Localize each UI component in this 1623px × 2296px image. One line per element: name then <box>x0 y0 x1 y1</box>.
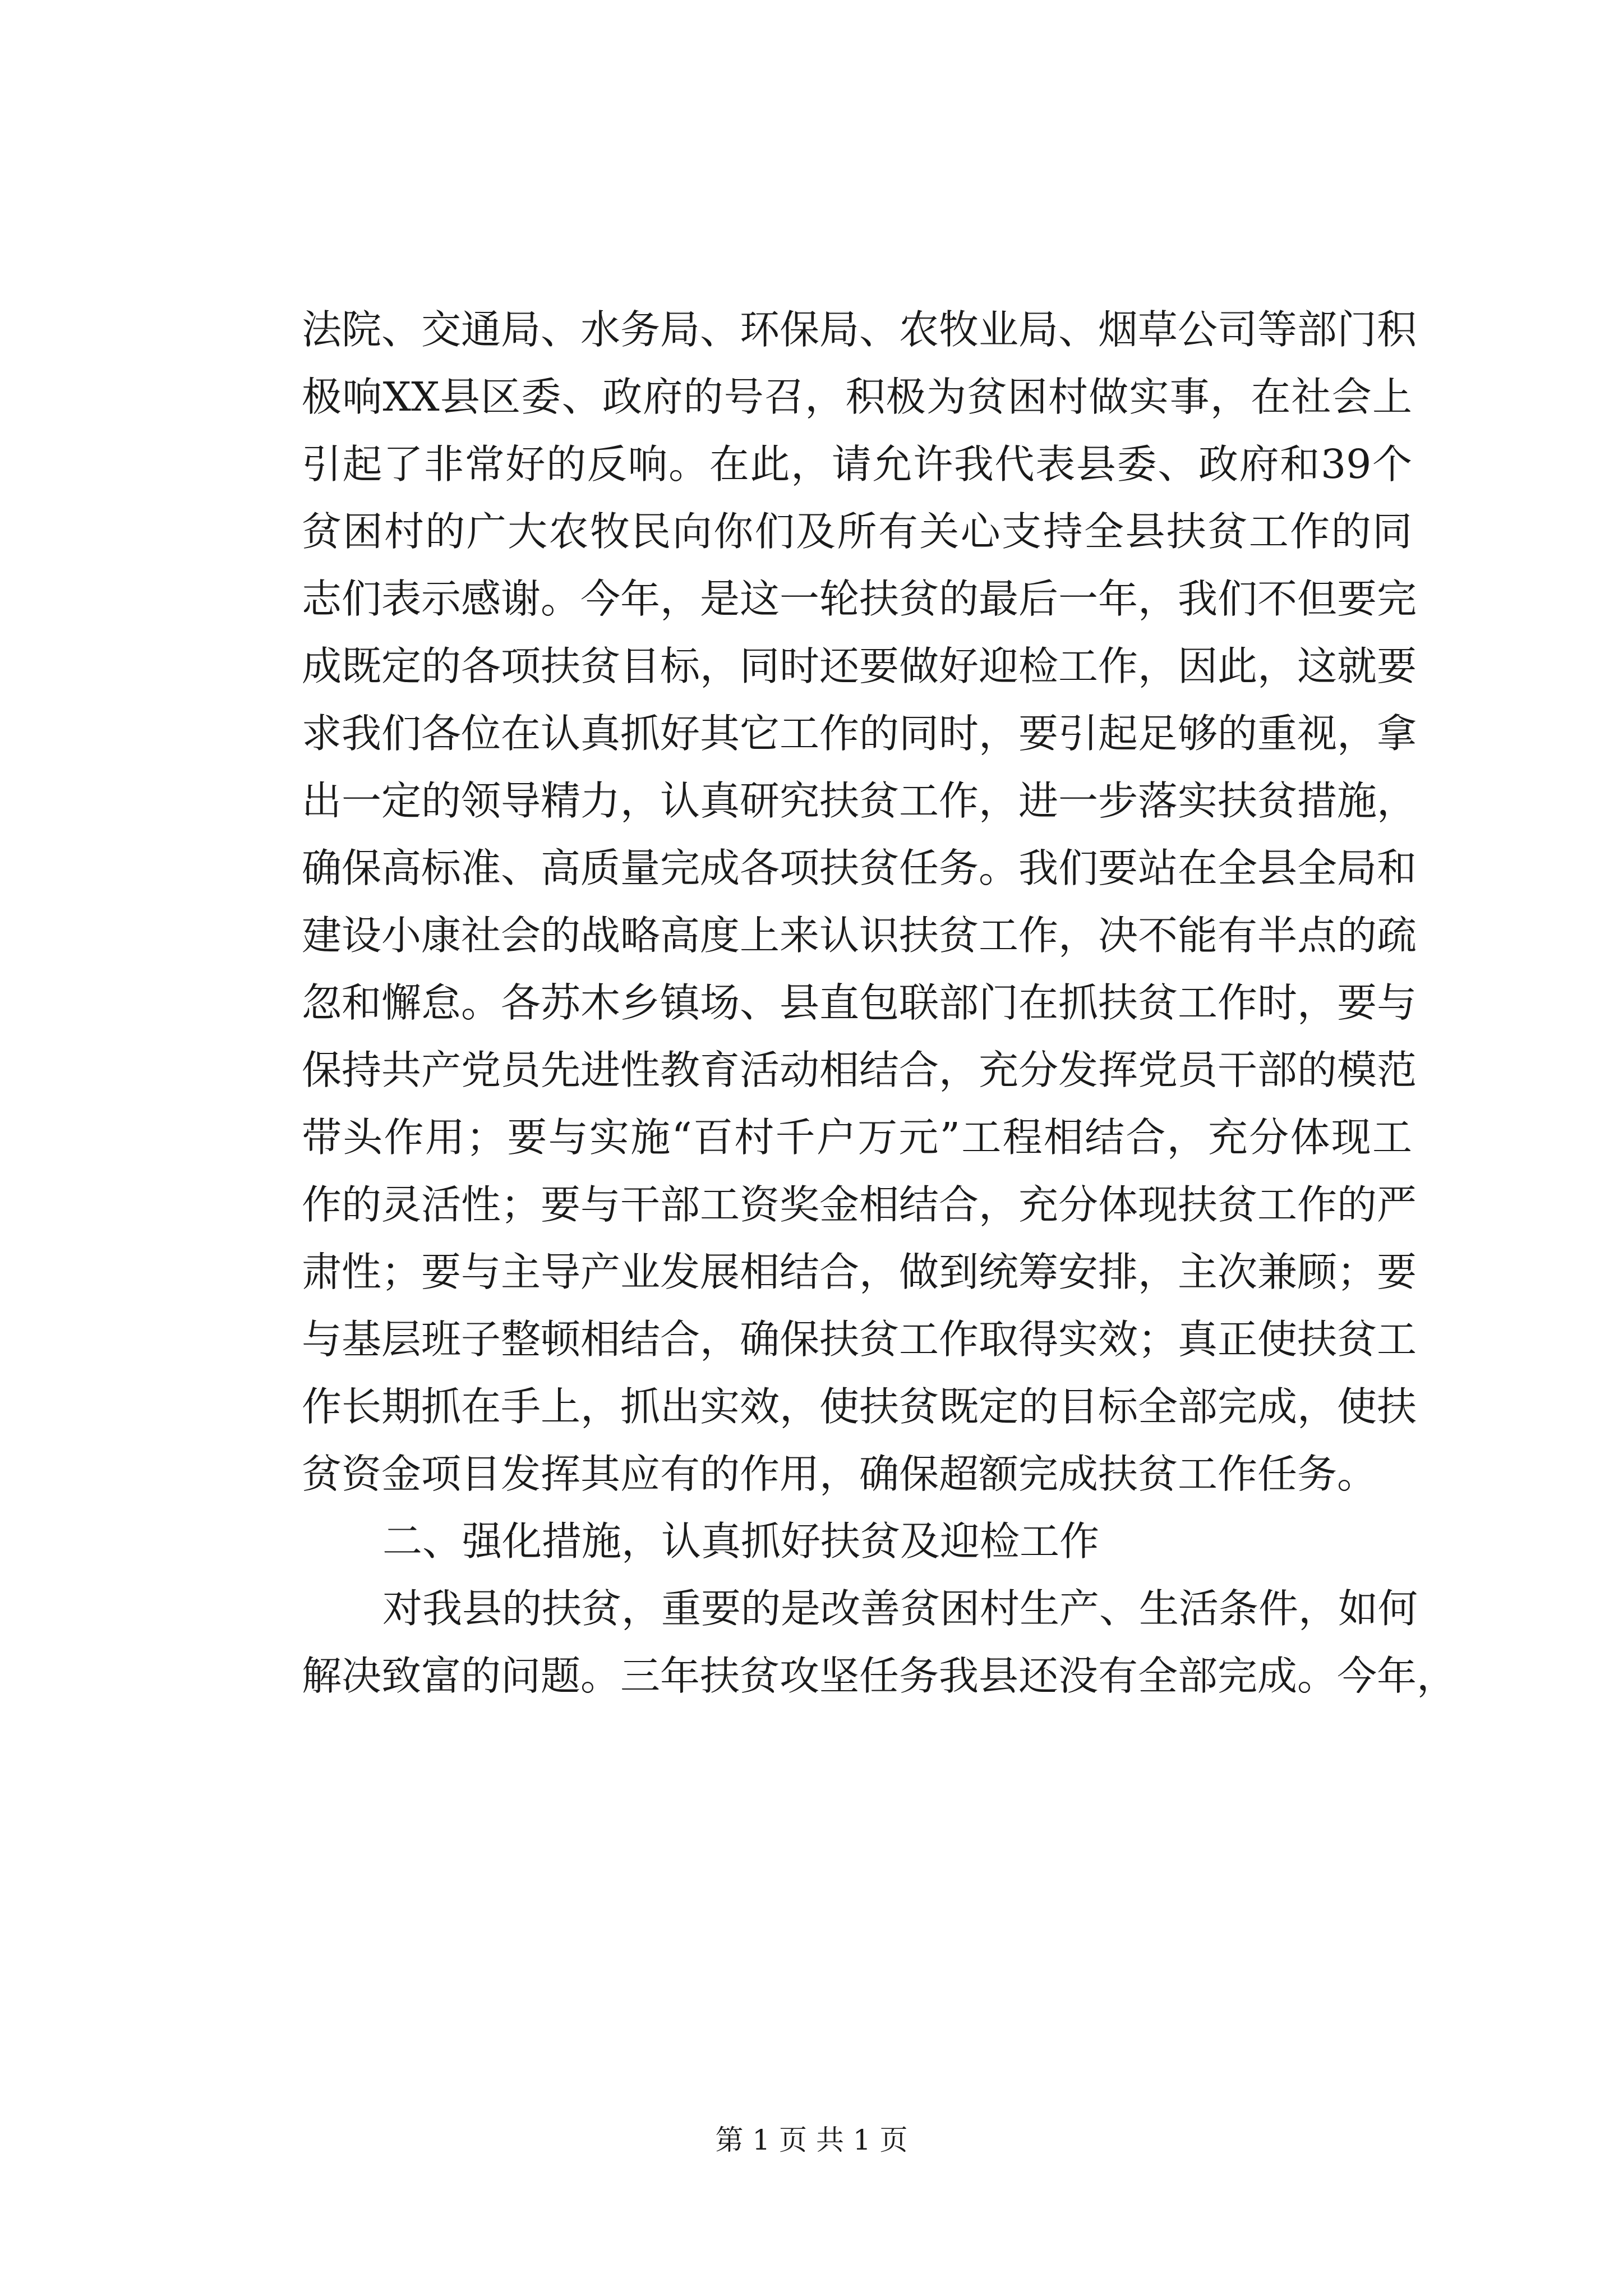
text-line: 带头作用；要与实施“百村千户万元”工程相结合，充分体现工 <box>302 1114 1412 1161</box>
text-line: 肃性；要与主导产业发展相结合，做到统筹安排，主次兼顾；要 <box>302 1249 1417 1295</box>
text-line: 志们表示感谢。今年，是这一轮扶贫的最后一年，我们不但要完 <box>302 576 1417 622</box>
text-line: 解决致富的问题。三年扶贫攻坚任务我县还没有全部完成。今年， <box>302 1653 1457 1699</box>
text-line: 与基层班子整顿相结合，确保扶贫工作取得实效；真正使扶贫工 <box>302 1316 1417 1363</box>
text-line: 贫资金项目发挥其应有的作用，确保超额完成扶贫工作任务。 <box>302 1451 1377 1497</box>
text-line: 极响XX县区委、政府的号召，积极为贫困村做实事，在社会上 <box>302 374 1412 420</box>
text-line: 出一定的领导精力，认真研究扶贫工作，进一步落实扶贫措施， <box>302 777 1417 824</box>
text-line: 建设小康社会的战略高度上来认识扶贫工作，决不能有半点的疏 <box>302 912 1417 959</box>
text-line: 作的灵活性；要与干部工资奖金相结合，充分体现扶贫工作的严 <box>302 1181 1417 1228</box>
text-line: 法院、交通局、水务局、环保局、农牧业局、烟草公司等部门积 <box>302 306 1417 353</box>
text-line: 求我们各位在认真抓好其它工作的同时，要引起足够的重视，拿 <box>302 710 1417 757</box>
text-line: 保持共产党员先进性教育活动相结合，充分发挥党员干部的模范 <box>302 1047 1417 1093</box>
text-line: 忽和懈怠。各苏木乡镇场、县直包联部门在抓扶贫工作时，要与 <box>302 979 1417 1026</box>
text-line: 确保高标准、高质量完成各项扶贫任务。我们要站在全县全局和 <box>302 845 1417 891</box>
page-footer: 第 1 页 共 1 页 <box>715 2124 908 2156</box>
section-heading: 二、强化措施，认真抓好扶贫及迎检工作 <box>382 1518 1100 1565</box>
text-line: 贫困村的广大农牧民向你们及所有关心支持全县扶贫工作的同 <box>302 508 1412 555</box>
text-line: 对我县的扶贫，重要的是改善贫困村生产、生活条件，如何 <box>382 1585 1418 1632</box>
text-line: 引起了非常好的反响。在此，请允许我代表县委、政府和39个 <box>302 441 1412 487</box>
text-line: 成既定的各项扶贫目标，同时还要做好迎检工作，因此，这就要 <box>302 643 1417 689</box>
body-text <box>302 296 1457 1710</box>
text-line: 作长期抓在手上，抓出实效，使扶贫既定的目标全部完成，使扶 <box>302 1383 1417 1430</box>
